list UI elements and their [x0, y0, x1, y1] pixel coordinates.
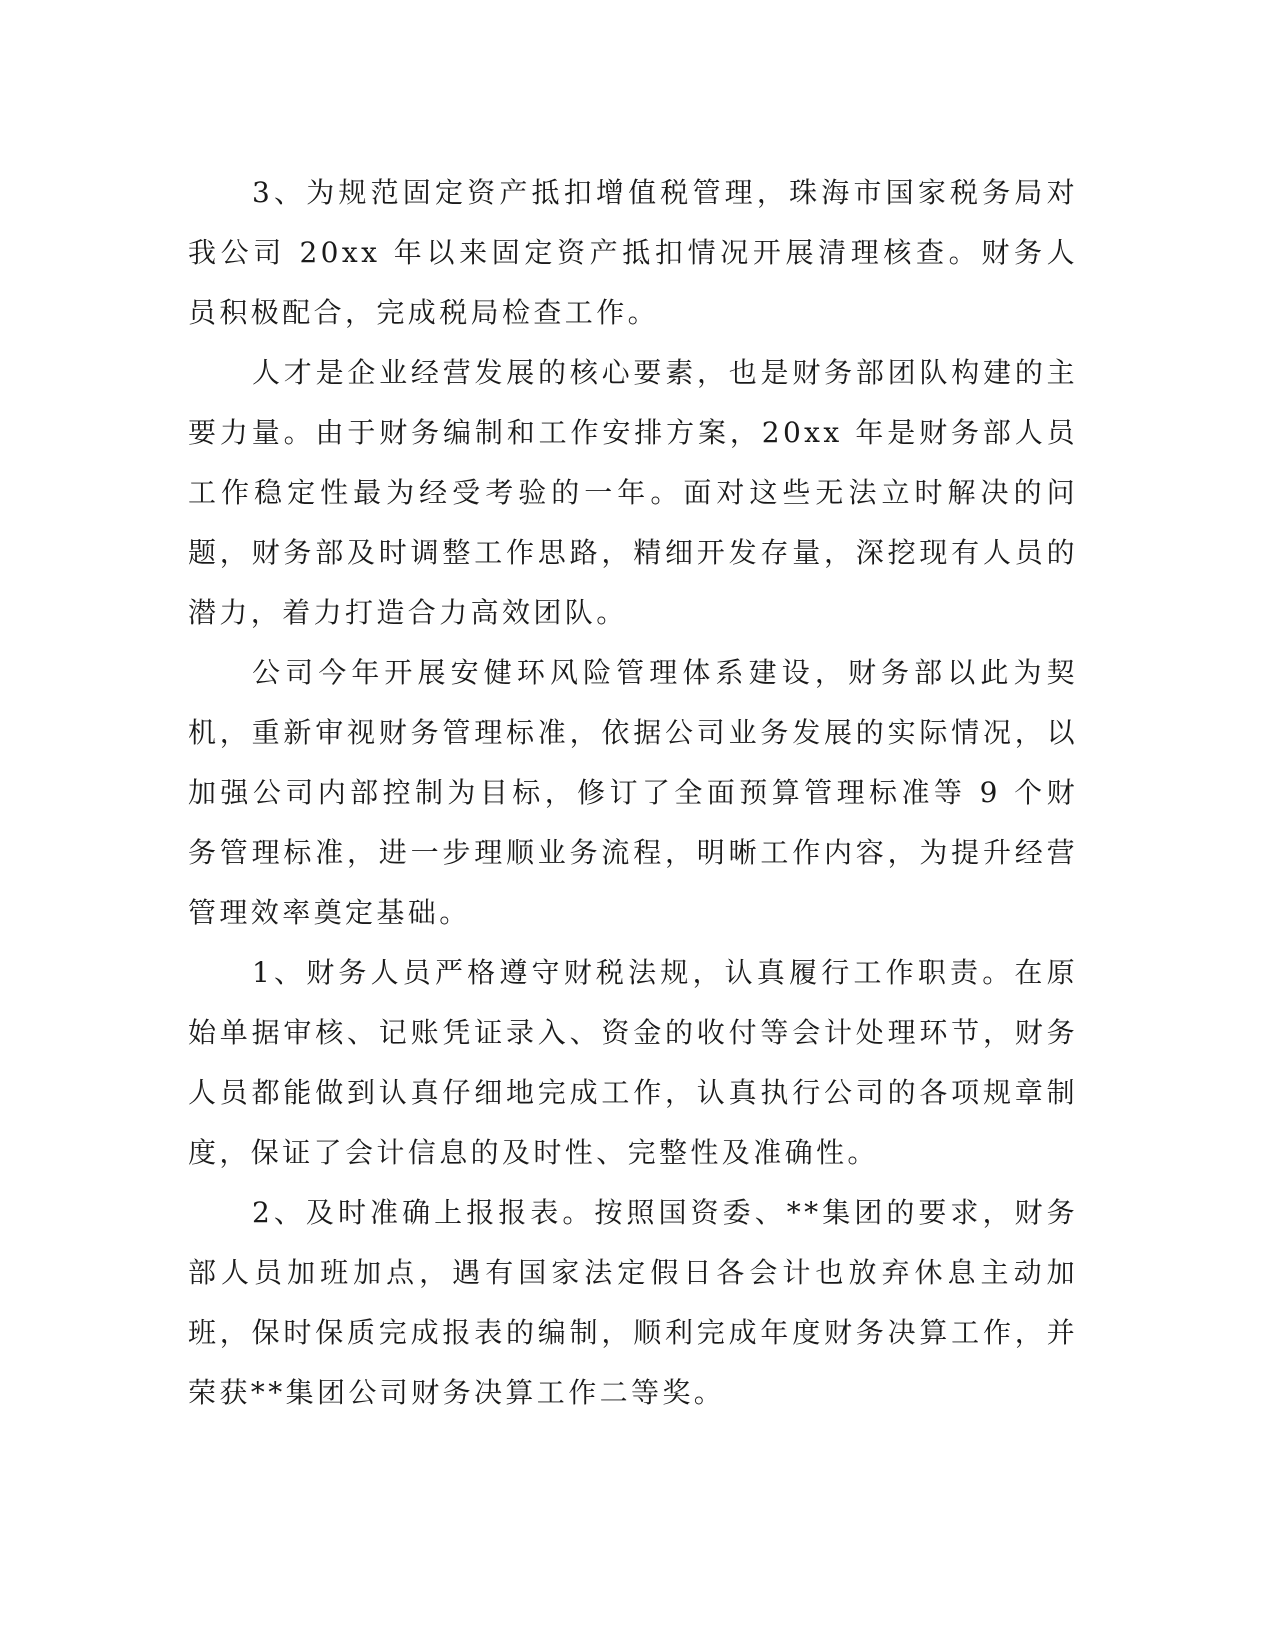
paragraph-timely-reporting: 2、及时准确上报报表。按照国资委、**集团的要求，财务部人员加班加点，遇有国家法定假日各会计也放弃休息主动加班，保时保质完成报表的编制，顺利完成年度财务决算工作，并荣获**集团公司财务决算工作二等奖。	[188, 1196, 1078, 1409]
paragraph-risk-management-standards: 公司今年开展安健环风险管理体系建设，财务部以此为契机，重新审视财务管理标准，依据公司业务发展的实际情况，以加强公司内部控制为目标，修订了全面预算管理标准等 9 个财务管理标准，进一步理顺业务流程，明晰工作内容，为提升经营管理效率奠定基础。	[188, 656, 1078, 929]
paragraph-fixed-asset-tax-check: 3、为规范固定资产抵扣增值税管理，珠海市国家税务局对我公司 20xx 年以来固定资产抵扣情况开展清理核查。财务人员积极配合，完成税局检查工作。	[188, 176, 1078, 329]
paragraph-compliance-duties: 1、财务人员严格遵守财税法规，认真履行工作职责。在原始单据审核、记账凭证录入、资金的收付等会计处理环节，财务人员都能做到认真仔细地完成工作，认真执行公司的各项规章制度，保证了会计信息的及时性、完整性及准确性。	[188, 956, 1078, 1169]
document-body	[188, 163, 1078, 1423]
paragraph-talent-team-building: 人才是企业经营发展的核心要素，也是财务部团队构建的主要力量。由于财务编制和工作安排方案，20xx 年是财务部人员工作稳定性最为经受考验的一年。面对这些无法立时解决的问题，财务部及时调整工作思路，精细开发存量，深挖现有人员的潜力，着力打造合力高效团队。	[188, 356, 1078, 629]
